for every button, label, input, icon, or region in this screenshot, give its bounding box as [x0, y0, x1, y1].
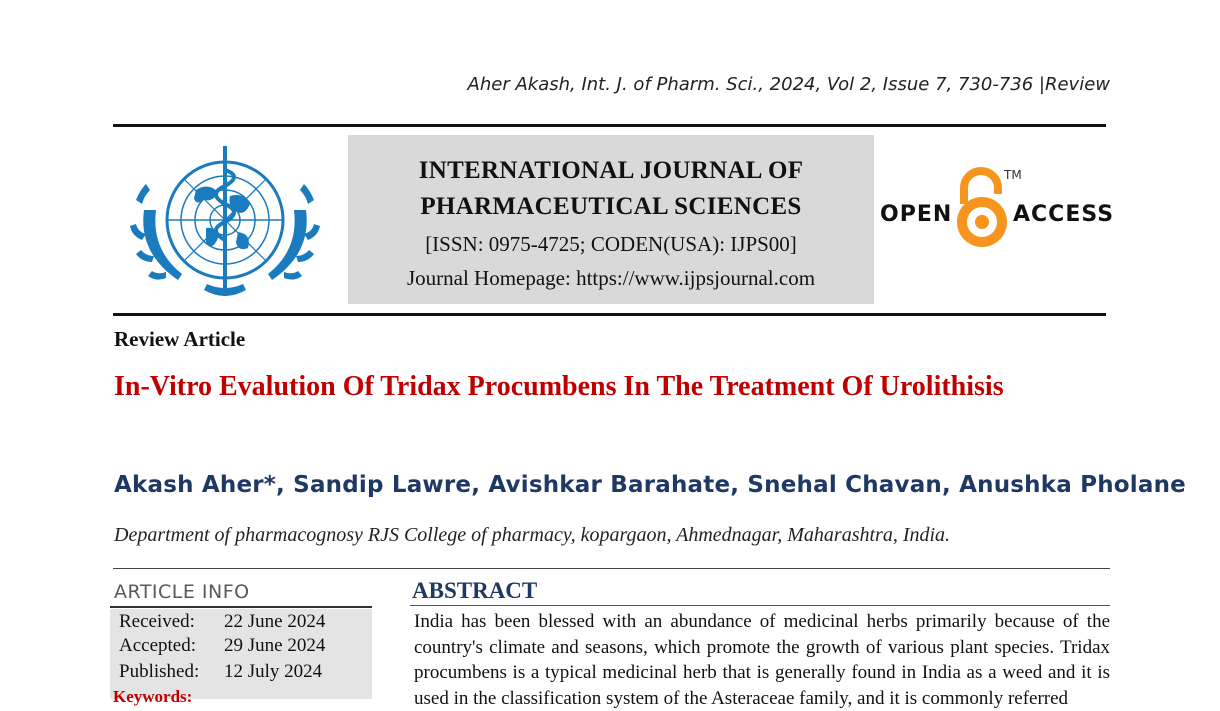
article-authors: Akash Aher*, Sandip Lawre, Avishkar Barahate, Snehal Chavan, Anushka Pholane	[114, 472, 1186, 498]
keywords-label: Keywords:	[113, 687, 193, 706]
abstract-text: India has been blessed with an abundance of medicinal herbs primarily because of the country's climate and seasons, which promote the growth of various plant species. Tridax procumbens is a typical medicinal herb that is generally found in India as a weed and it is used in the classification system of the Asteraceae family, and it is commonly referred	[414, 611, 1110, 709]
published-label: Published:	[119, 661, 200, 682]
received-value: 22 June 2024	[224, 611, 326, 632]
abstract-rule	[410, 605, 1110, 606]
trademark-symbol: TM	[1004, 168, 1022, 182]
journal-banner	[348, 135, 874, 304]
published-value: 12 July 2024	[224, 661, 323, 682]
open-access-right-text: ACCESS	[1013, 202, 1115, 227]
accepted-label: Accepted:	[119, 635, 197, 656]
article-info-box	[110, 609, 372, 706]
article-title: In-Vitro Evalution Of Tridax Procumbens In The Treatment Of Urolithisis	[114, 371, 1004, 402]
published-row	[119, 661, 322, 683]
citation-header: Aher Akash, Int. J. of Pharm. Sci., 2024, Vol 2, Issue 7, 730-736 |Review	[467, 74, 1110, 95]
top-rule	[113, 124, 1106, 127]
journal-title-line2: PHARMACEUTICAL SCIENCES	[420, 193, 802, 220]
journal-homepage: Journal Homepage: https://www.ijpsjournal.com	[406, 266, 816, 290]
article-info-heading: ARTICLE INFO	[114, 581, 250, 603]
abstract-heading: ABSTRACT	[412, 578, 538, 603]
open-access-left-text: OPEN	[880, 202, 953, 227]
journal-emblem-icon	[126, 140, 324, 306]
article-type: Review Article	[114, 327, 246, 351]
received-label: Received:	[119, 611, 195, 632]
open-access-badge	[880, 166, 1115, 256]
journal-title-line1: INTERNATIONAL JOURNAL OF	[418, 157, 804, 184]
open-access-lock-icon	[952, 166, 1012, 252]
journal-issn: [ISSN: 0975-4725; CODEN(USA): IJPS00]	[425, 232, 797, 256]
header-bottom-rule	[113, 313, 1106, 316]
article-affiliation: Department of pharmacognosy RJS College of pharmacy, kopargaon, Ahmednagar, Maharashtra, India.	[114, 524, 951, 546]
section-divider	[113, 568, 1110, 569]
accepted-row	[119, 635, 325, 657]
received-row	[119, 611, 325, 633]
accepted-value: 29 June 2024	[224, 635, 326, 656]
article-info-rule	[110, 606, 372, 608]
